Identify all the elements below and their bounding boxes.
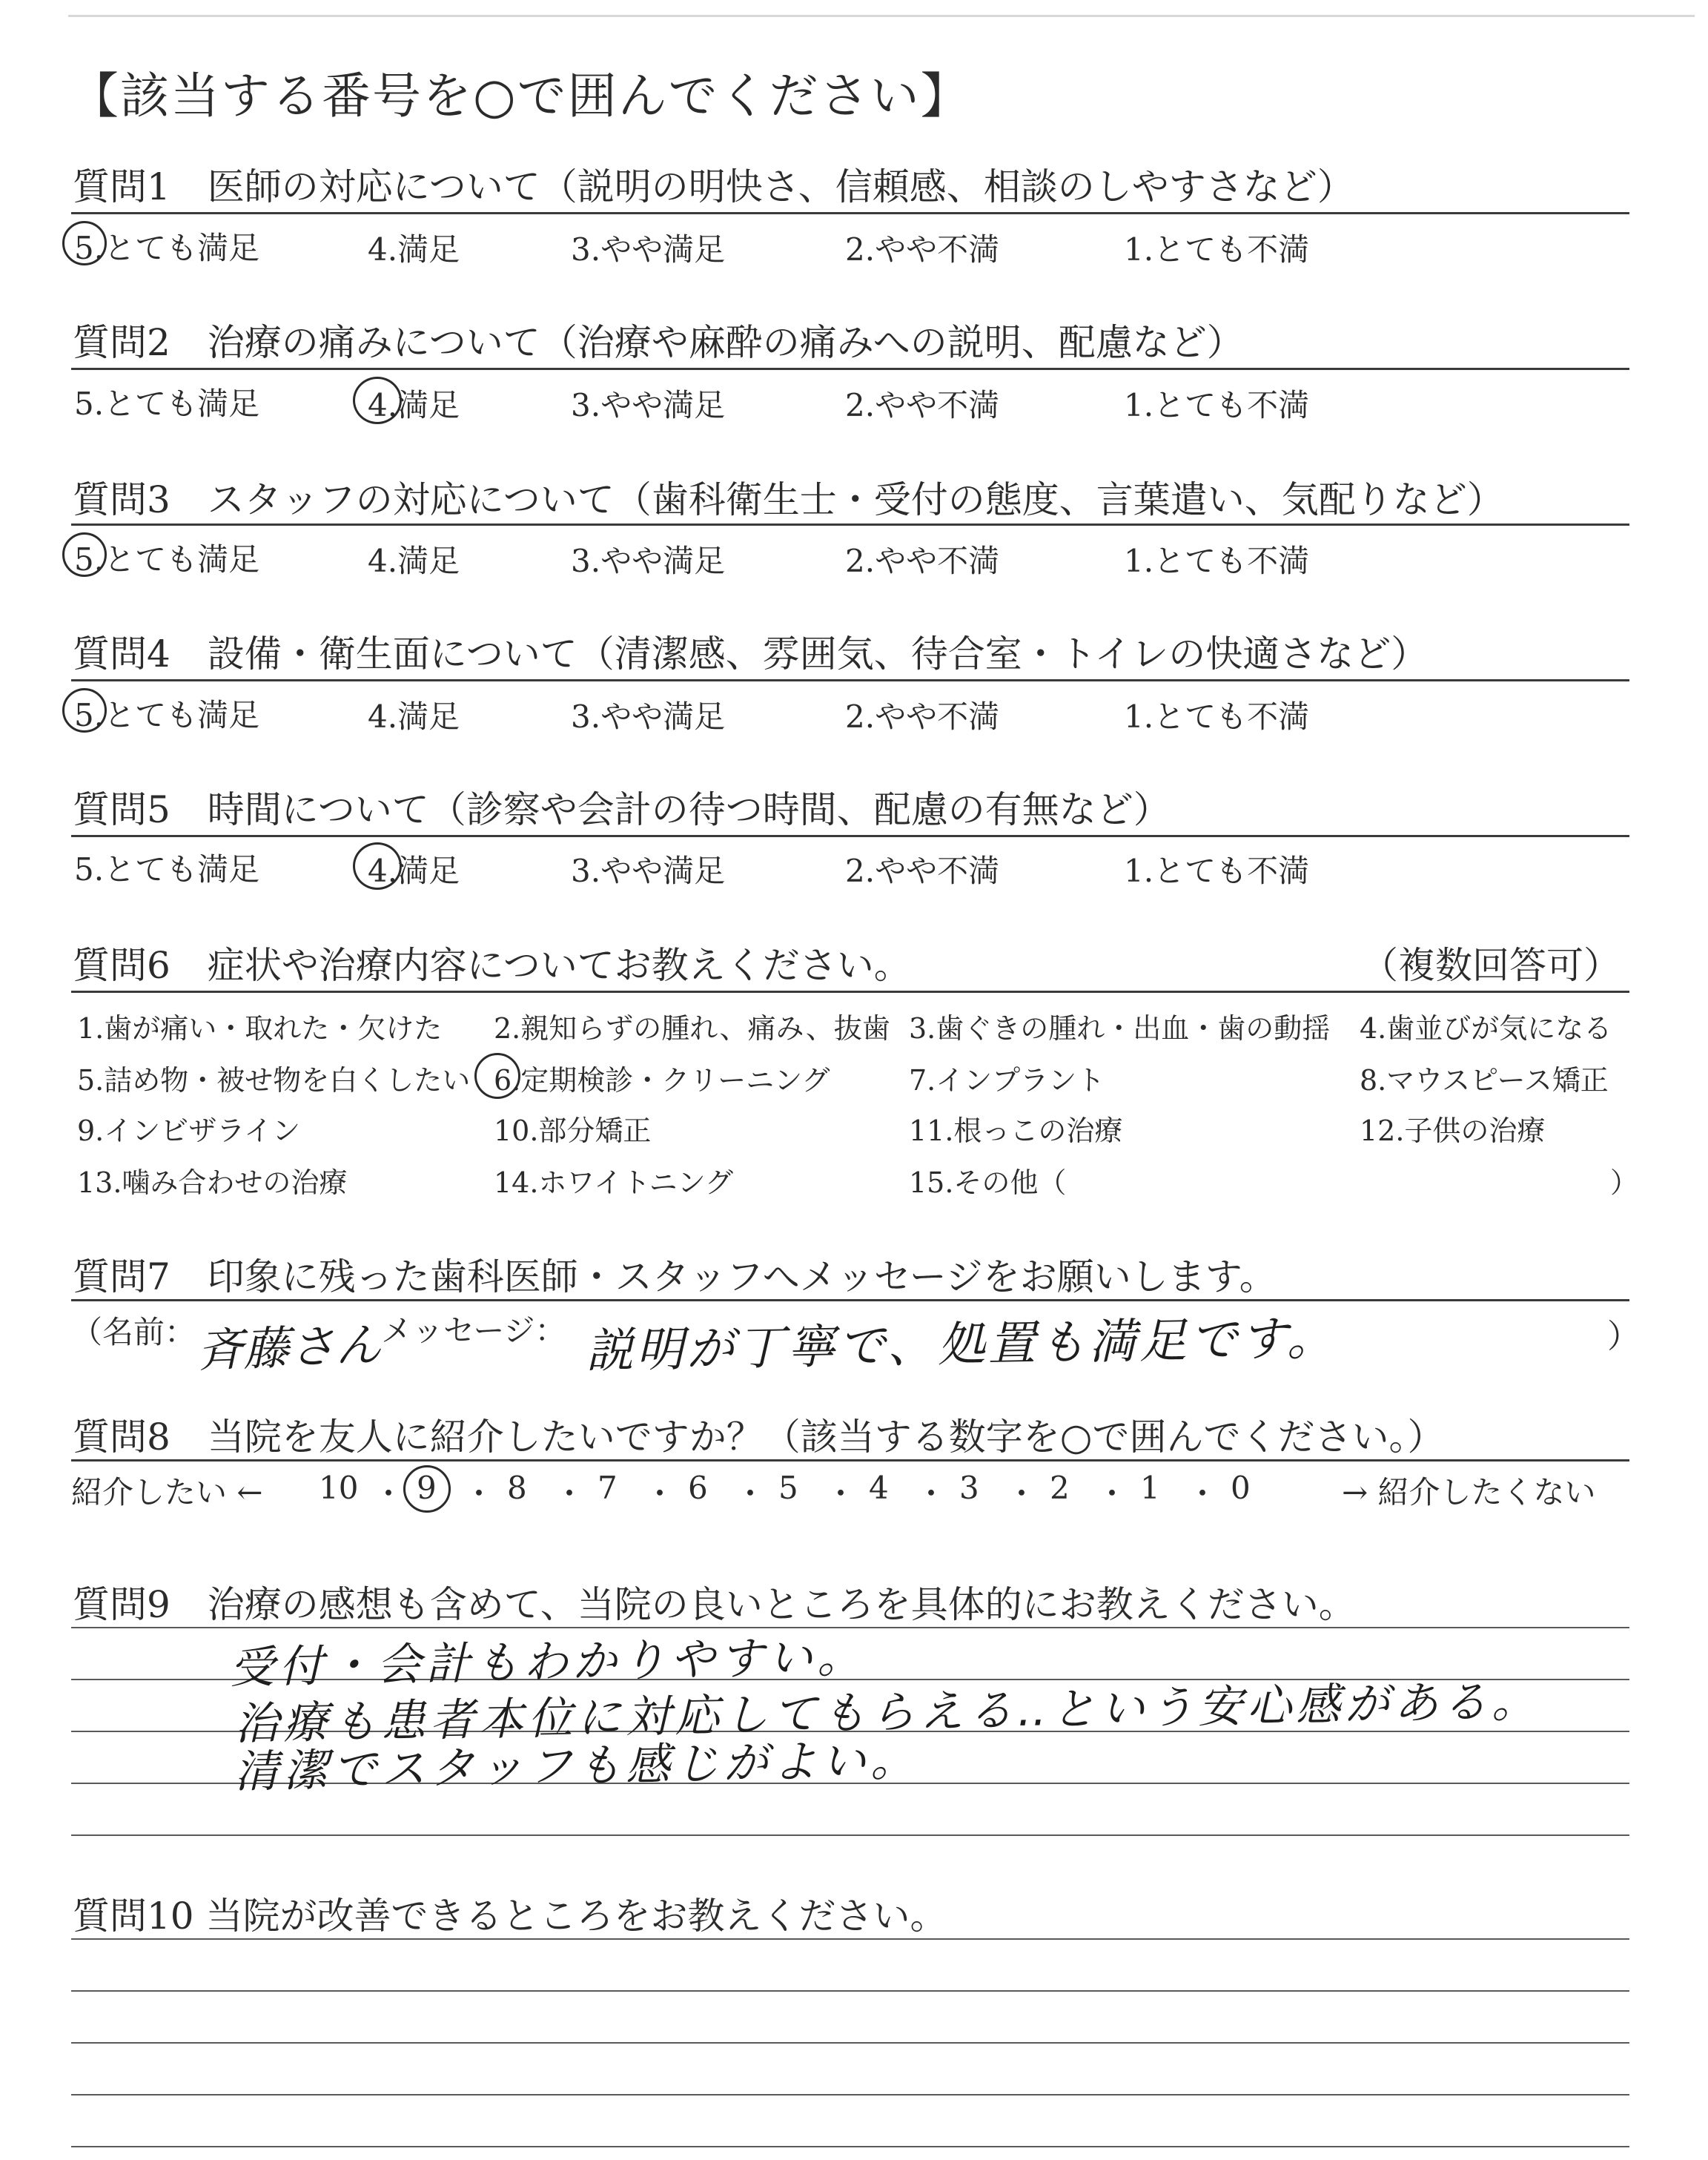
q6-answer-circle xyxy=(474,1053,520,1099)
q3-option-4[interactable]: 4.満足 xyxy=(368,543,460,579)
q6-item-1[interactable]: 1.歯が痛い・取れた・欠けた xyxy=(77,1012,443,1045)
q4-option-4[interactable]: 4.満足 xyxy=(368,698,460,735)
q8-right-label: → 紹介したくない xyxy=(1342,1474,1596,1510)
q8-scale-separator: ・ xyxy=(916,1476,947,1512)
q1-option-4[interactable]: 4.満足 xyxy=(368,231,460,268)
q6-item-9[interactable]: 9.インビザライン xyxy=(77,1114,301,1147)
q7-close-paren: ） xyxy=(1607,1318,1640,1355)
q8-scale-separator: ・ xyxy=(1187,1476,1219,1512)
q6-item-4[interactable]: 4.歯並びが気になる xyxy=(1360,1012,1612,1045)
q1-option-5[interactable]: 5.とても満足 xyxy=(74,230,260,266)
q7-name-label: （名前： xyxy=(71,1314,196,1350)
q7-message-label: メッセージ： xyxy=(381,1312,566,1349)
question-6-rule xyxy=(71,991,1629,993)
q6-item-6[interactable]: 6.定期検診・クリーニング xyxy=(494,1064,830,1097)
q6-item-12[interactable]: 12.子供の治療 xyxy=(1360,1114,1546,1147)
q8-scale-7[interactable]: 7 xyxy=(598,1470,618,1506)
q2-option-3[interactable]: 3.やや満足 xyxy=(571,387,726,423)
question-2-title: 質問2 治療の痛みについて（治療や麻酔の痛みへの説明、配慮など） xyxy=(73,321,1244,364)
q3-option-3[interactable]: 3.やや満足 xyxy=(571,543,726,579)
q8-scale-5[interactable]: 5 xyxy=(778,1470,798,1506)
q8-scale-0[interactable]: 0 xyxy=(1231,1470,1251,1506)
q8-scale-10[interactable]: 10 xyxy=(319,1470,359,1506)
q2-option-5[interactable]: 5.とても満足 xyxy=(74,386,260,422)
q8-scale-separator: ・ xyxy=(1096,1476,1128,1512)
q8-scale-6[interactable]: 6 xyxy=(688,1470,708,1506)
q4-option-2[interactable]: 2.やや不満 xyxy=(845,698,1000,735)
q10-line-4 xyxy=(71,2094,1629,2095)
q8-answer-circle xyxy=(403,1465,451,1513)
q5-option-2[interactable]: 2.やや不満 xyxy=(845,853,1000,889)
q6-item-14[interactable]: 14.ホワイトニング xyxy=(494,1166,734,1199)
q10-line-5 xyxy=(71,2146,1629,2147)
question-3-rule xyxy=(71,524,1629,526)
question-5-title: 質問5 時間について（診察や会計の待つ時間、配慮の有無など） xyxy=(73,788,1171,831)
q5-option-5[interactable]: 5.とても満足 xyxy=(74,851,260,888)
q2-option-4[interactable]: 4.満足 xyxy=(368,387,460,423)
q8-scale-separator: ・ xyxy=(644,1476,676,1512)
q6-item-7[interactable]: 7.インプラント xyxy=(909,1064,1105,1097)
q8-scale-separator: ・ xyxy=(1006,1476,1038,1512)
q6-item-2[interactable]: 2.親知らずの腫れ、痛み、抜歯 xyxy=(494,1012,890,1045)
q8-scale-separator: ・ xyxy=(373,1476,405,1512)
q8-scale-1[interactable]: 1 xyxy=(1140,1470,1160,1506)
q7-name-handwriting: 斉藤さん xyxy=(196,1317,383,1378)
q10-line-3 xyxy=(71,2042,1629,2044)
q3-option-1[interactable]: 1.とても不満 xyxy=(1124,543,1310,579)
q8-scale-8[interactable]: 8 xyxy=(507,1470,527,1506)
q1-option-3[interactable]: 3.やや満足 xyxy=(571,231,726,268)
q9-line-5 xyxy=(71,1834,1629,1836)
q3-option-2[interactable]: 2.やや不満 xyxy=(845,543,1000,579)
q5-option-4[interactable]: 4.満足 xyxy=(368,853,460,889)
question-3-title: 質問3 スタッフの対応について（歯科衛生士・受付の態度、言葉遣い、気配りなど） xyxy=(73,478,1504,521)
q10-line-2 xyxy=(71,1990,1629,1992)
question-4-title: 質問4 設備・衛生面について（清潔感、雰囲気、待合室・トイレの快適さなど） xyxy=(73,633,1429,676)
q5-option-1[interactable]: 1.とても不満 xyxy=(1124,853,1310,889)
question-4-rule xyxy=(71,679,1629,681)
top-border xyxy=(68,15,1695,17)
question-8-title: 質問8 当院を友人に紹介したいですか？（該当する数字を○で囲んでください。） xyxy=(73,1416,1445,1459)
question-9-title: 質問9 治療の感想も含めて、当院の良いところを具体的にお教えください。 xyxy=(73,1583,1356,1626)
q2-option-1[interactable]: 1.とても不満 xyxy=(1124,387,1310,423)
q8-scale-4[interactable]: 4 xyxy=(869,1470,889,1506)
question-2-rule xyxy=(71,368,1629,370)
q2-answer-circle xyxy=(353,377,402,424)
question-5-rule xyxy=(71,835,1629,837)
q6-item-11[interactable]: 11.根っこの治療 xyxy=(909,1114,1123,1147)
q4-option-5[interactable]: 5.とても満足 xyxy=(74,697,260,733)
question-8-rule xyxy=(71,1459,1629,1462)
q1-option-1[interactable]: 1.とても不満 xyxy=(1124,231,1310,268)
q5-option-3[interactable]: 3.やや満足 xyxy=(571,853,726,889)
q6-item-13[interactable]: 13.噛み合わせの治療 xyxy=(77,1166,348,1199)
q7-message-handwriting: 説明が丁寧で、処置も満足です。 xyxy=(585,1311,1338,1379)
instruction-header: 【該当する番号を○で囲んでください】 xyxy=(70,67,971,125)
question-6-note: （複数回答可） xyxy=(1361,944,1621,987)
q3-answer-circle xyxy=(62,532,107,577)
q4-option-1[interactable]: 1.とても不満 xyxy=(1124,698,1310,735)
q8-scale-separator: ・ xyxy=(463,1476,495,1512)
q8-left-label: 紹介したい ← xyxy=(71,1474,263,1510)
q8-scale-separator: ・ xyxy=(735,1476,767,1512)
question-1-title: 質問1 医師の対応について（説明の明快さ、信頼感、相談のしやすさなど） xyxy=(73,165,1354,208)
question-10-title: 質問10 当院が改善できるところをお教えください。 xyxy=(73,1895,947,1938)
q9-answer-line-3: 清潔でスタッフも感じがよい。 xyxy=(234,1734,920,1799)
q8-scale-2[interactable]: 2 xyxy=(1050,1470,1070,1506)
q6-item-3[interactable]: 3.歯ぐきの腫れ・出血・歯の動揺 xyxy=(909,1012,1331,1045)
q6-item-15[interactable]: 15.その他（ xyxy=(909,1166,1067,1199)
q6-item-5[interactable]: 5.詰め物・被せ物を白くしたい xyxy=(77,1064,471,1097)
q5-answer-circle xyxy=(353,842,402,890)
question-6-title: 質問6 症状や治療内容についてお教えください。 xyxy=(73,944,911,987)
q6-item-10[interactable]: 10.部分矯正 xyxy=(494,1114,652,1147)
q6-item-8[interactable]: 8.マウスピース矯正 xyxy=(1360,1064,1609,1097)
q4-option-3[interactable]: 3.やや満足 xyxy=(571,698,726,735)
q9-answer-line-1: 受付・会計もわかりやすい。 xyxy=(229,1631,867,1694)
q4-answer-circle xyxy=(62,688,107,733)
q1-answer-circle xyxy=(62,221,107,265)
q10-line-1 xyxy=(71,1938,1629,1940)
q2-option-2[interactable]: 2.やや不満 xyxy=(845,387,1000,423)
q6-item-15-close-paren: ） xyxy=(1610,1166,1639,1199)
question-7-title: 質問7 印象に残った歯科医師・スタッフへメッセージをお願いします。 xyxy=(73,1255,1277,1298)
q1-option-2[interactable]: 2.やや不満 xyxy=(845,231,1000,268)
q8-scale-separator: ・ xyxy=(825,1476,857,1512)
question-1-rule xyxy=(71,212,1629,214)
q8-scale-9[interactable]: 9 xyxy=(417,1470,437,1506)
q8-scale-separator: ・ xyxy=(554,1476,586,1512)
q8-scale-3[interactable]: 3 xyxy=(959,1470,979,1506)
q3-option-5[interactable]: 5.とても満足 xyxy=(74,541,260,578)
question-7-rule xyxy=(71,1299,1629,1301)
q9-answer-line-2: 治療も患者本位に対応してもらえる‥という安心感がある。 xyxy=(234,1675,1541,1751)
